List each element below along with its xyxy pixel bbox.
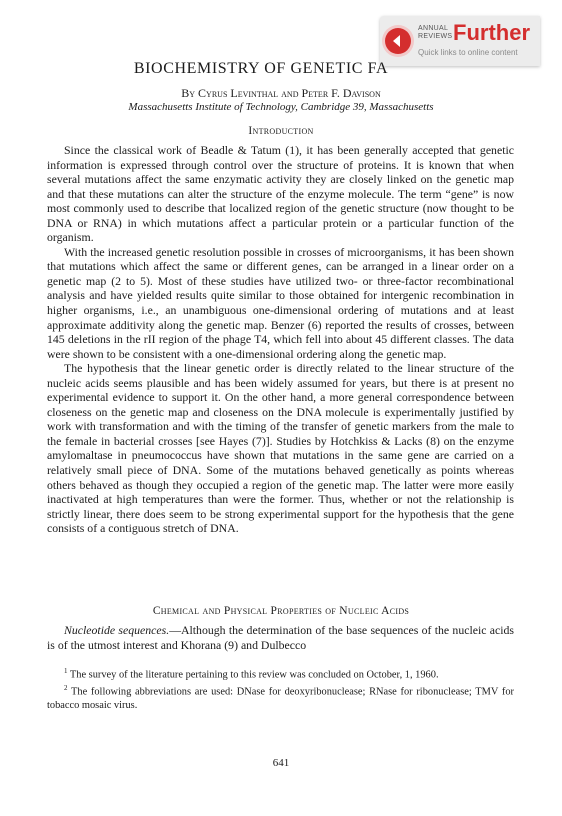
article-authors: By Cyrus Levinthal and Peter F. Davison	[181, 86, 381, 100]
author-affiliation: Massachusetts Institute of Technology, Cambridge 39, Massachusetts	[128, 101, 434, 113]
paragraph	[47, 623, 514, 652]
footnote-text: The survey of the literature pertaining to this review was concluded on October, 1, 1960.	[67, 669, 439, 681]
paragraph: Since the classical work of Beadle & Tatum (1), it has been generally accepted that genetic information is expressed through control over the structure of proteins. It is known that when several mutations affect the same enzymatic activity they are closely linked on the genetic map and that these mutations can alter the structure of the enzyme molecule. The term “gene” is now most commonly used to describe that localized region of the genetic structure (now thought to be DNA or RNA) in which mutations affect a particular protein or a particular function of the organism.	[47, 143, 514, 245]
footnote-text: The following abbreviations are used: DNase for deoxyribonuclease; RNase for ribonuclease; TMV for tobacco mosaic virus.	[47, 686, 514, 711]
badge-further: Further	[453, 20, 530, 45]
footnote-mark: 2	[64, 684, 68, 693]
section-heading-nucleic-acids: Chemical and Physical Properties of Nucleic Acids	[152, 605, 410, 617]
badge-subtitle: Quick links to online content	[418, 48, 518, 57]
paragraph-text: —Although the determination of the base sequences of the nucleic acids is of the utmost interest and Khorana (9) and Dulbecco	[47, 623, 515, 652]
paragraph: The hypothesis that the linear genetic order is directly related to the linear structure of the nucleic acids seems plausible and has been widely assumed for years, but there is at present no experimental evidence to support it. On the other hand, a more general correspondence between closeness on the genetic map and closeness on the DNA molecule is experimentally justified by work with transformation and with the timing of the transfer of genetic markers from the male to the female in bacterial crosses [see Hayes (7)]. Studies by Hotchkiss & Lacks (8) on the enzyme amylomaltase in pneumococcus have shown that mutations in the same gene are carried on a relatively small piece of DNA. Some of the mutations behaved genetically as points whereas others behaved as though they occupied a region of the genetic map. The latter were more easily inactivated at high temperatures than were the former. Thus, whether or not the relationship is strictly linear, there does seem to be strong experimental support for the hypothesis that the gene consists of a contiguous stretch of DNA.	[47, 361, 514, 536]
badge-annual-reviews: ANNUAL REVIEWS	[418, 25, 453, 40]
paragraph: With the increased genetic resolution possible in crosses of microorganisms, it has been shown that mutations which affect the same or different genes, can be arranged in a linear order on a genetic map (2 to 5). Most of these studies have utilized two- or three-factor recombinational analysis and have yielded results quite similar to those obtained for intergenic recombination in higher organisms, i.e., an unambiguous one-dimensional ordering of mutations and at least approximate additivity along the genetic map. Benzer (6) reported the results of crosses, between 145 deletions in the rII region of the phage T4, which fell into about 45 different classes. The data were shown to be consistent with a one-dimensional ordering along the genetic map.	[47, 244, 514, 361]
nucleic-acids-body	[47, 623, 514, 652]
footnotes	[47, 665, 514, 713]
section-heading-introduction: Introduction	[248, 125, 314, 137]
article-title: BIOCHEMISTRY OF GENETIC FA	[133, 60, 389, 77]
introduction-body	[47, 143, 514, 536]
footnote	[47, 682, 514, 711]
annual-reviews-further-badge[interactable]	[380, 16, 540, 66]
play-icon	[385, 28, 411, 54]
footnote	[47, 665, 514, 681]
footnote-mark: 1	[64, 667, 68, 675]
page-number: 641	[272, 757, 290, 769]
run-in-heading: Nucleotide sequences.	[64, 623, 170, 637]
